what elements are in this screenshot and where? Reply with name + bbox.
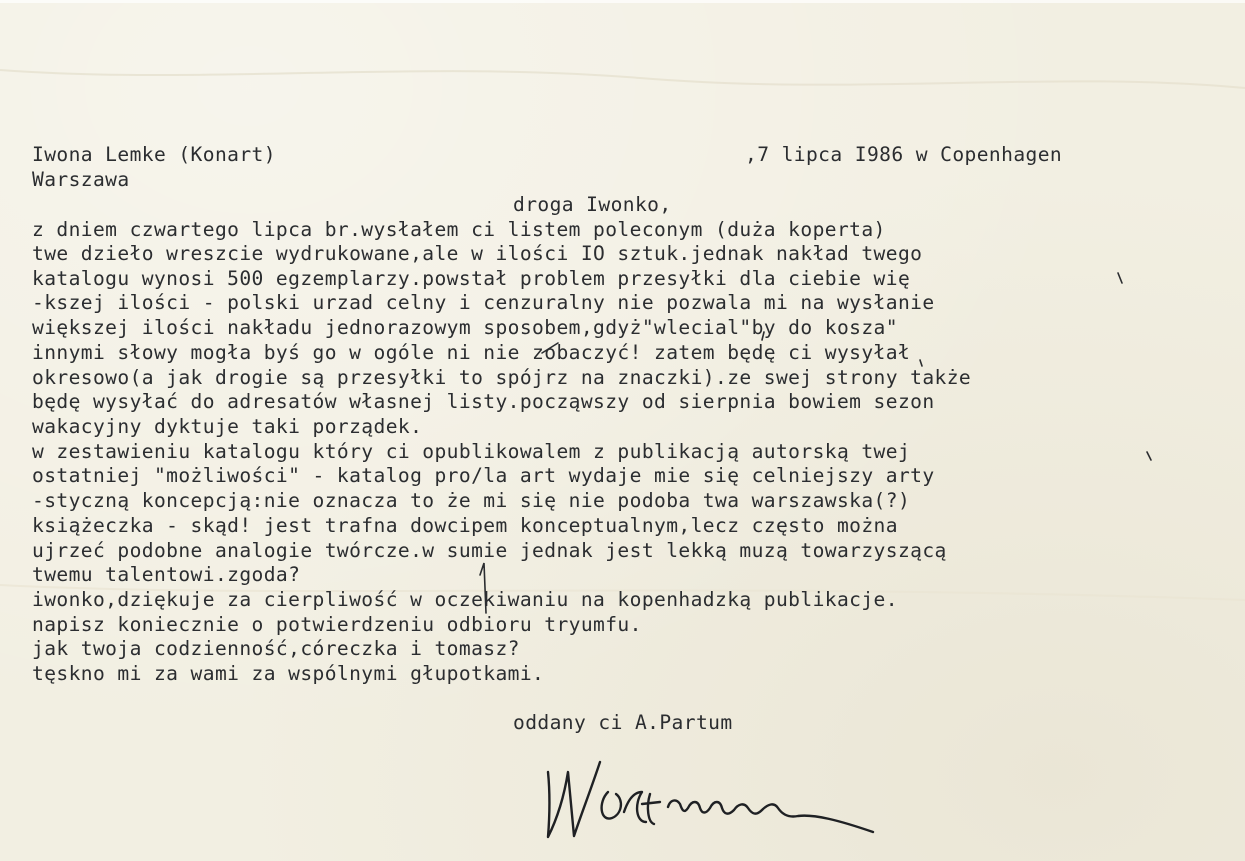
body-line: będę wysyłać do adresatów własnej listy.począwszy od sierpnia bowiem sezon — [32, 390, 935, 413]
body-line: książeczka - skąd! jest trafna dowcipem konceptualnym,lecz często można — [32, 514, 898, 537]
body-line: twe dzieło wreszcie wydrukowane,ale w ilości IO sztuk.jednak nakład twego — [32, 242, 923, 265]
closing-line: oddany ci A.Partum — [513, 711, 733, 734]
body-line: wakacyjny dyktuje taki porządek. — [32, 415, 423, 438]
body-line: jak twoja codzienność,córeczka i tomasz? — [32, 637, 520, 660]
paper-edge — [0, 0, 1245, 3]
date-line: ,7 lipca I986 w Copenhagen — [745, 143, 1063, 166]
body-line: z dniem czwartego lipca br.wysłałem ci listem poleconym (duża koperta) — [32, 218, 886, 241]
body-line: -kszej ilości - polski urzad celny i cenzuralny nie pozwala mi na wysłanie — [32, 291, 935, 314]
recipient-city: Warszawa — [32, 168, 130, 191]
body-line: iwonko,dziękuje za cierpliwość w oczekiwaniu na kopenhadzką publikacje. — [32, 588, 898, 611]
body-line: ostatniej "możliwości" - katalog pro/la art wydaje mie się celniejszy arty — [32, 464, 935, 487]
recipient-name: Iwona Lemke (Konart) — [32, 143, 276, 166]
salutation: droga Iwonko, — [513, 193, 672, 216]
body-line: -styczną koncepcją:nie oznacza to że mi się nie podoba twa warszawska(?) — [32, 489, 911, 512]
body-line: innymi słowy mogła byś go w ogóle ni nie zobaczyć! zatem będę ci wysyłał — [32, 341, 911, 364]
body-line: większej ilości nakładu jednorazowym sposobem,gdyż"wlecial"by do kosza" — [32, 316, 898, 339]
body-line: w zestawieniu katalogu który ci opublikowalem z publikacją autorską twej — [32, 440, 911, 463]
body-line: napisz koniecznie o potwierdzeniu odbioru tryumfu. — [32, 613, 642, 636]
body-line: tęskno mi za wami za wspólnymi głupotkami. — [32, 662, 545, 685]
body-line: okresowo(a jak drogie są przesyłki to spójrz na znaczki).ze swej strony także — [32, 366, 972, 389]
handwritten-signature — [538, 752, 883, 847]
body-line: ujrzeć podobne analogie twórcze.w sumie jednak jest lekką muzą towarzyszącą — [32, 539, 947, 562]
body-line: twemu talentowi.zgoda? — [32, 563, 301, 586]
body-line: katalogu wynosi 500 egzemplarzy.powstał problem przesyłki dla ciebie wię — [32, 267, 911, 290]
